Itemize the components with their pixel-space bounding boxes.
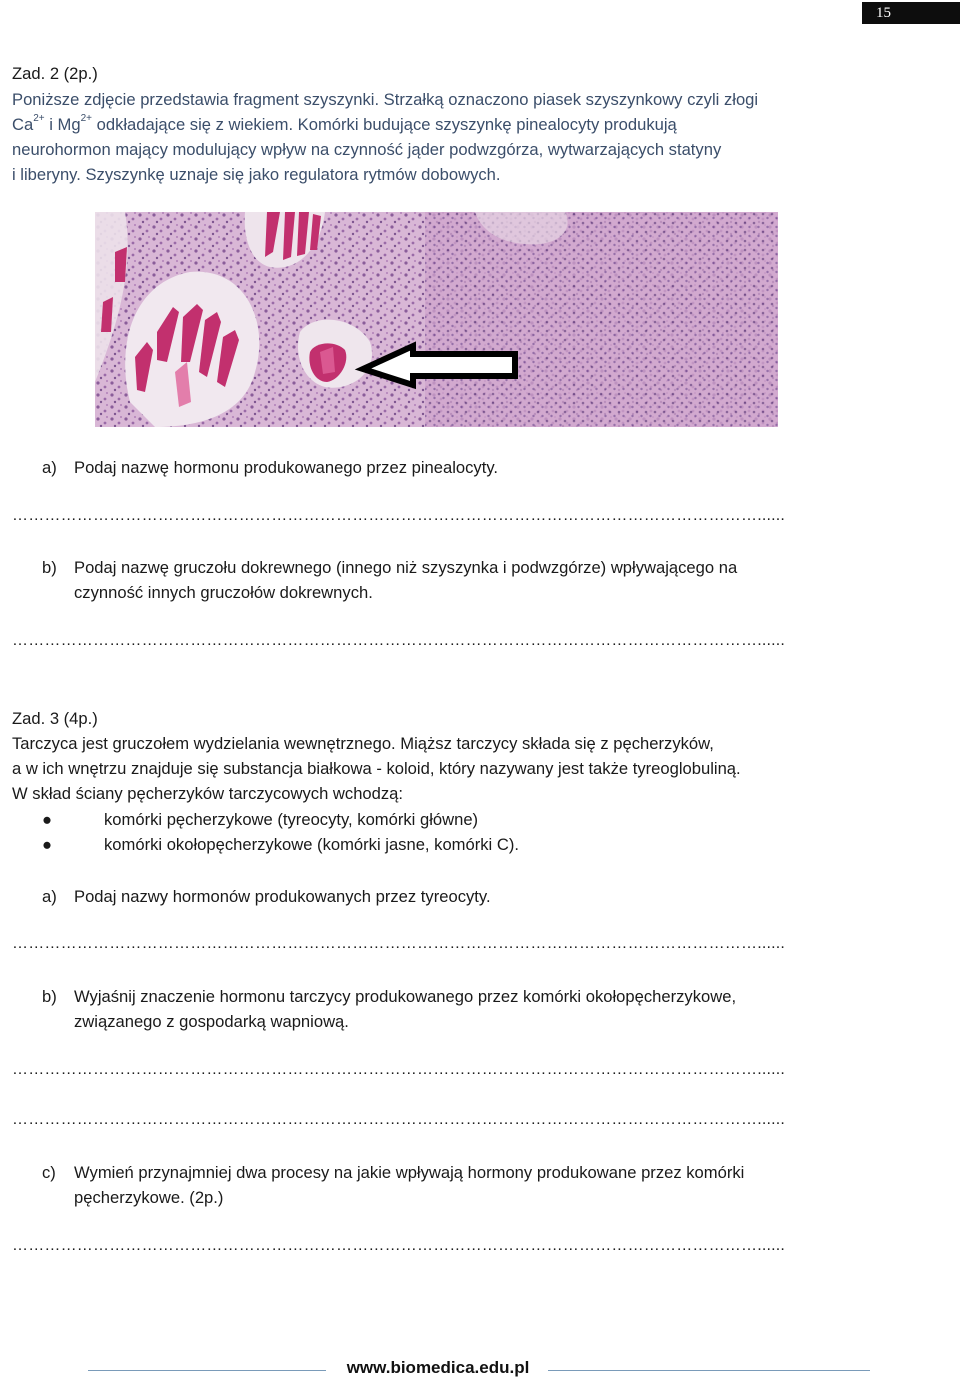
footer-rule-right <box>548 1370 870 1371</box>
task-2-intro-line-2: $Ca^{2+}$ i $Mg^{2+}$ odkładające się z wiekiem. Komórki budujące szyszynkę pinealocyty produkują <box>12 113 677 134</box>
task-2-intro-line-3: neurohormon mający modulujący wpływ na czynność jąder podwzgórza, wytwarzających statyny <box>12 140 722 159</box>
task-2-question-b: b) Podaj nazwę gruczołu dokrewnego (innego niż szyszynka i podwzgórze) wpływającego na <box>42 558 738 577</box>
task-3-question-c: c) Wymień przynajmniej dwa procesy na jakie wpływają hormony produkowane przez komórki <box>42 1163 745 1182</box>
list-item: ● komórki pęcherzykowe (tyreocyty, komórki główne) <box>42 807 478 832</box>
task-3-intro-line-1: Tarczyca jest gruczołem wydzielania wewnętrznego. Miąższ tarczycy składa się z pęcherzyków, <box>12 734 714 753</box>
footer-url[interactable]: www.biomedica.edu.pl <box>346 1358 530 1377</box>
answer-line[interactable]: …………………………………………………………………………………………………………………………...... <box>12 507 786 524</box>
task-2-question-a: a) Podaj nazwę hormonu produkowanego przez pinealocyty. <box>42 458 499 477</box>
task-3-question-b: b) Wyjaśnij znaczenie hormonu tarczycy produkowanego przez komórki okołopęcherzykowe, <box>42 987 737 1006</box>
answer-line[interactable]: …………………………………………………………………………………………………………………………...... <box>12 935 786 952</box>
footer-rule-left <box>88 1370 326 1371</box>
page-number: 15 <box>862 2 960 24</box>
answer-line[interactable]: …………………………………………………………………………………………………………………………...... <box>12 1237 786 1254</box>
task-3-title: Zad. 3 (4p.) <box>12 709 98 728</box>
task-3-question-c-line-2: pęcherzykowe. (2p.) <box>74 1188 224 1207</box>
bullet-icon: ● <box>42 810 53 829</box>
bullet-icon: ● <box>42 835 53 854</box>
task-3-question-a: a) Podaj nazwy hormonów produkowanych przez tyreocyty. <box>42 887 491 906</box>
answer-line[interactable]: …………………………………………………………………………………………………………………………...... <box>12 1111 786 1128</box>
task-3-intro-line-3: W skład ściany pęcherzyków tarczycowych wchodzą: <box>12 784 404 803</box>
task-2-title: Zad. 2 (2p.) <box>12 64 98 83</box>
answer-line[interactable]: …………………………………………………………………………………………………………………………...... <box>12 632 786 649</box>
task-2-intro-line-4: i liberyny. Szyszynkę uznaje się jako regulatora rytmów dobowych. <box>12 165 501 184</box>
task-2-intro-line-1: Poniższe zdjęcie przedstawia fragment szyszynki. Strzałką oznaczono piasek szyszynkowy czyli złogi <box>12 90 759 109</box>
list-item: ● komórki okołopęcherzykowe (komórki jasne, komórki C). <box>42 832 519 857</box>
task-2-question-b-line-2: czynność innych gruczołów dokrewnych. <box>74 583 373 602</box>
pineal-gland-micrograph <box>95 212 778 427</box>
task-3-question-b-line-2: związanego z gospodarką wapniową. <box>74 1012 349 1031</box>
task-3-intro-line-2: a w ich wnętrzu znajduje się substancja białkowa - koloid, który nazywany jest także tyreoglobuliną. <box>12 759 741 778</box>
answer-line[interactable]: …………………………………………………………………………………………………………………………...... <box>12 1061 786 1078</box>
